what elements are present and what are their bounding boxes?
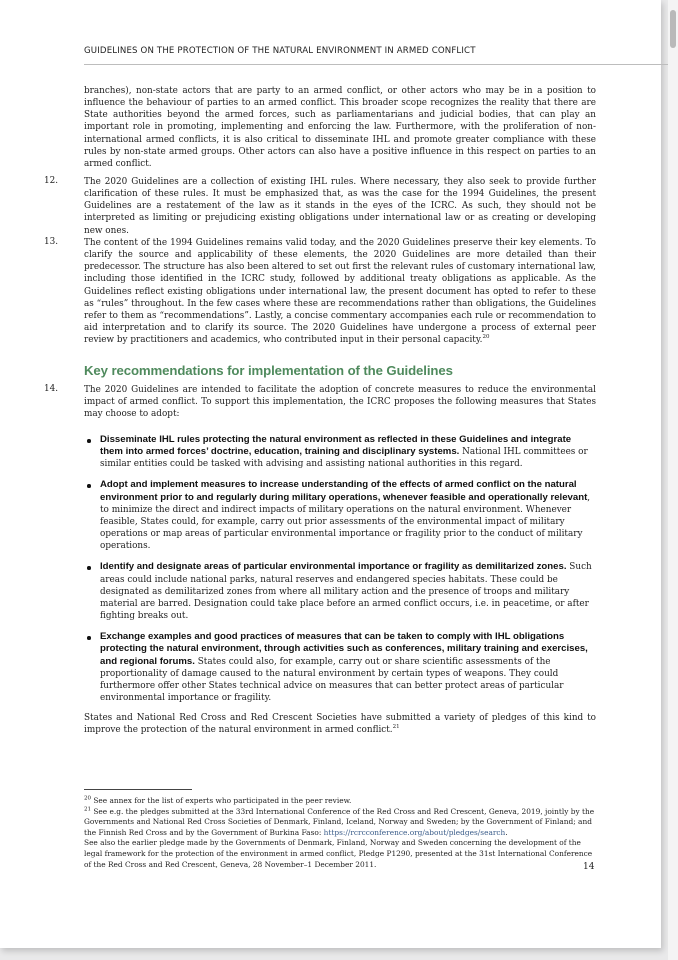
footnote-ref-21: 21 (392, 724, 400, 731)
paragraph-13-text: The content of the 1994 Guidelines remains valid today, and the 2020 Guidelines preserve their key elements. To clarify the source and applicability of these elements, the 2020 Guidelines are more detailed than their predecessor. The structure has also been altered to set out first the relevant rules of customary international law, including those identified in the ICRC study, followed by additional treaty obligations as applicable. As the Guidelines reflect existing obligations under international law, the present document has opted to refer to these as “rules” throughout. In the few cases where these are recommendations rather than obligations, the Guidelines refer to them as “recommendations”. Lastly, a concise commentary accompanies each rule or recommendation to aid interpretation and to clarify its source. The 2020 Guidelines have undergone a process of external peer review by practitioners and academics, who contributed input in their personal capacity. (84, 238, 596, 346)
list-item-text: States could also, for example, carry out or share scientific assessments of the proportionality of damage caused to the natural environment by certain types of weapons. They could furthermore offer other States technical advice on measures that can better protect areas of particular environmental importance or fragility. (100, 656, 564, 703)
list-item-bold: Identify and designate areas of particular environmental importance or fragility as demilitarized zones. (100, 561, 567, 573)
scrollbar[interactable] (668, 0, 678, 960)
scrollbar-thumb[interactable] (670, 10, 676, 48)
header-rule (84, 64, 672, 65)
paragraph-number-13: 13. (44, 237, 59, 247)
footnote-21 (84, 807, 596, 871)
footnote-20 (84, 796, 596, 807)
list-item-text: , to minimize the direct and indirect impacts of military operations on the natural environment. Whenever feasible, States could, for example, carry out prior assessments of the environmental impact of military operations or map areas of particular environmental importance or fragility prior to the conduct of military operations. (100, 492, 591, 552)
list-item-text: National IHL committees or similar entities could be tasked with advising and assisting national authorities in this regard. (100, 447, 588, 470)
paragraph-14: The 2020 Guidelines are intended to facilitate the adoption of concrete measures to reduce the environmental impact of armed conflict. To support this implementation, the ICRC proposes the following measures that States may choose to adopt: (84, 385, 596, 420)
list-item (84, 561, 596, 622)
paragraph-number-12: 12. (44, 176, 59, 186)
pledges-link[interactable]: https://rcrcconference.org/about/pledges/search (323, 827, 506, 837)
paragraph-continued: branches), non-state actors that are party to an armed conflict, or other actors who may be in a position to influence the behaviour of parties to an armed conflict. This broader scope recognizes the reality that there are State authorities beyond the armed forces, such as parliamentarians and judicial bodies, that can play an important role in promoting, implementing and enforcing the law. Furthermore, with the proliferation of non-international armed conflicts, it is also critical to disseminate IHL and promote greater compliance with these rules by non-state armed groups. Other actors can also have a positive influence in this respect on parties to an armed conflict. (84, 86, 596, 169)
paragraph-12: The 2020 Guidelines are a collection of existing IHL rules. Where necessary, they also seek to provide further clarification of these rules. It must be emphasized that, as was the case for the 1994 Guidelines, the present Guidelines are a restatement of the law as it stands in the eyes of the ICRC. As such, they should not be interpreted as limiting or prejudicing existing obligations under international law or as creating or developing new ones. (84, 177, 596, 236)
footnote-text: See e.g. the pledges submitted at the 33rd International Conference of the Red Cross and Red Crescent, Geneva, 2019, jointly by the Governments and National Red Cross Societies of Denmark, Finland, Iceland, Norway and Sweden; by the Government of Finland; and the Finnish Red Cross and by the Government of Burkina Faso: (84, 806, 595, 837)
closing-paragraph-text: States and National Red Cross and Red Crescent Societies have submitted a variety of pledges of this kind to improve the protection of the natural environment in armed conflict. (84, 713, 596, 736)
footnote-text: . (505, 827, 508, 837)
list-item-bold: Exchange examples and good practices of measures that can be taken to comply with IHL obligations protecting the natural environment, through activities such as conferences, military training and exercises, and regional forums. (100, 631, 588, 667)
footnote-ref-20: 20 (482, 334, 490, 341)
footnote-text: See annex for the list of experts who participated in the peer review. (91, 796, 352, 805)
footnote-number: 20 (84, 795, 91, 802)
page-number: 14 (583, 862, 595, 872)
footnote-number: 21 (84, 806, 91, 813)
list-item-bold: Adopt and implement measures to increase understanding of the effects of armed conflict on the natural environment prior to and regularly during military operations, whenever feasible and operationally relevant (100, 479, 588, 503)
bullet-dot-icon (87, 566, 91, 570)
running-header: GUIDELINES ON THE PROTECTION OF THE NATURAL ENVIRONMENT IN ARMED CONFLICT (84, 46, 476, 56)
list-item-bold: Disseminate IHL rules protecting the natural environment as reflected in these Guidelines and integrate them into armed forces’ doctrine, education, training and disciplinary systems. (100, 434, 572, 458)
bullet-dot-icon (87, 636, 91, 640)
footnote-text: See also the earlier pledge made by the Governments of Denmark, Finland, Norway and Sweden concerning the development of the legal framework for the protection of the environment in armed conflict, Pledge P1290, presented at the 31st International Conference of the Red Cross and Red Crescent, Geneva, 28 November–1 December 2011. (84, 838, 593, 869)
list-item (84, 631, 596, 704)
footnotes (84, 796, 596, 870)
list-item (84, 479, 596, 552)
list-item-text: Such areas could include national parks, natural reserves and endangered species habitats. These could be designated as demilitarized zones from where all military action and the presence of troops and military material are barred. Designation could take place before an armed conflict occurs, i.e. in peacetime, or after fighting breaks out. (100, 562, 592, 622)
footnote-rule (84, 789, 192, 790)
list-item (84, 434, 596, 470)
recommendation-list (84, 434, 596, 713)
bullet-dot-icon (87, 484, 91, 488)
bullet-dot-icon (87, 439, 91, 443)
section-heading: Key recommendations for implementation of the Guidelines (84, 363, 453, 378)
closing-paragraph (84, 712, 596, 736)
paragraph-13 (84, 237, 596, 346)
paragraph-number-14: 14. (44, 384, 59, 394)
